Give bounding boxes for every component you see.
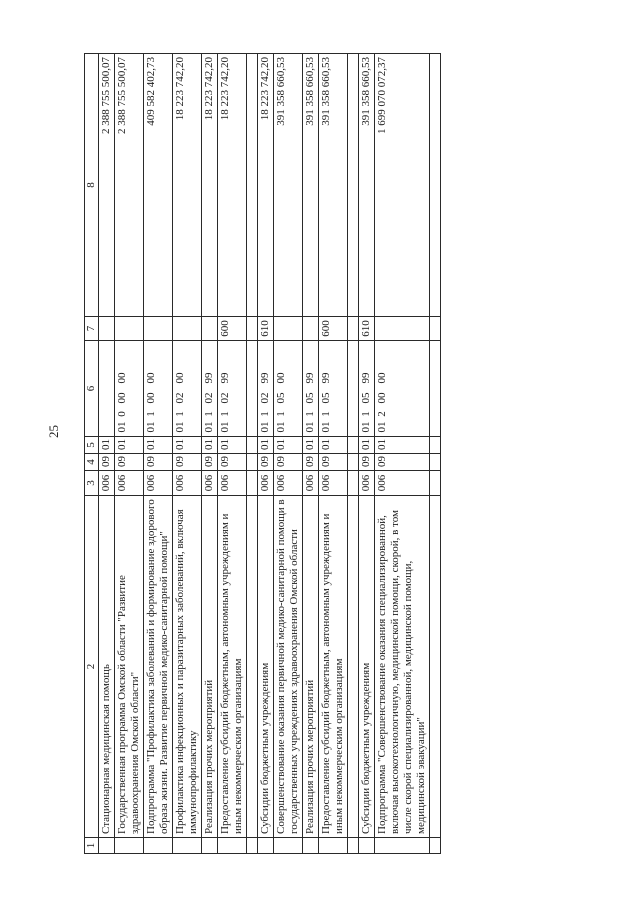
table-row bbox=[274, 54, 303, 854]
section-code: 09 bbox=[375, 454, 430, 471]
amount: 1 699 070 072,37 bbox=[375, 54, 430, 317]
target-article-part: 1 bbox=[203, 411, 215, 417]
item-name: Субсидии бюджетным учреждениям bbox=[258, 496, 274, 838]
section-code: 09 bbox=[258, 454, 274, 471]
row-number bbox=[218, 838, 247, 854]
expense-type-code: 600 bbox=[319, 317, 348, 341]
subsection-code: 01 bbox=[218, 437, 247, 454]
header-cell: 5 bbox=[85, 437, 99, 454]
target-article-part: 1 bbox=[219, 411, 231, 417]
subsection-code: 01 bbox=[303, 437, 319, 454]
expense-type-code bbox=[247, 317, 258, 341]
row-number bbox=[115, 838, 144, 854]
table-row bbox=[173, 54, 202, 854]
target-article-part: 02 bbox=[259, 392, 271, 404]
header-cell: 3 bbox=[85, 471, 99, 496]
subsection-code: 01 bbox=[99, 437, 115, 454]
item-name bbox=[348, 496, 359, 838]
target-article-part: 1 bbox=[320, 411, 332, 417]
target-article-code bbox=[348, 341, 359, 437]
table-row bbox=[375, 54, 430, 854]
target-article-code bbox=[173, 341, 202, 437]
ministry-code: 006 bbox=[258, 471, 274, 496]
target-article-part: 00 bbox=[174, 372, 186, 384]
row-number bbox=[274, 838, 303, 854]
row-number bbox=[319, 838, 348, 854]
item-name: Предоставление субсидий бюджетным, автономным учреждениям и иным некоммерческим организациям bbox=[218, 496, 247, 838]
item-name: Субсидии бюджетным учреждениям bbox=[359, 496, 375, 838]
target-article-code bbox=[258, 341, 274, 437]
target-article-part: 01 bbox=[360, 421, 372, 433]
expense-type-code: 600 bbox=[218, 317, 247, 341]
amount: 18 223 742,20 bbox=[218, 54, 247, 317]
subsection-code: 01 bbox=[202, 437, 218, 454]
header-cell: 6 bbox=[85, 341, 99, 437]
ministry-code: 006 bbox=[115, 471, 144, 496]
table-row bbox=[218, 54, 247, 854]
budget-table bbox=[84, 53, 441, 854]
amount: 391 358 660,53 bbox=[359, 54, 375, 317]
table-row bbox=[202, 54, 218, 854]
subsection-code: 01 bbox=[274, 437, 303, 454]
subsection-code: 01 bbox=[319, 437, 348, 454]
row-number bbox=[173, 838, 202, 854]
target-article-code bbox=[144, 341, 173, 437]
target-article-part: 00 bbox=[145, 372, 157, 384]
row-number bbox=[359, 838, 375, 854]
amount: 391 358 660,53 bbox=[303, 54, 319, 317]
header-cell: 7 bbox=[85, 317, 99, 341]
table-row bbox=[319, 54, 348, 854]
section-code: 09 bbox=[274, 454, 303, 471]
expense-type-code: 610 bbox=[359, 317, 375, 341]
target-article-part: 01 bbox=[174, 421, 186, 433]
section-code: 09 bbox=[359, 454, 375, 471]
target-article-part: 01 bbox=[145, 421, 157, 433]
section-code: 09 bbox=[319, 454, 348, 471]
item-name bbox=[247, 496, 258, 838]
expense-type-code: 610 bbox=[258, 317, 274, 341]
ministry-code: 006 bbox=[202, 471, 218, 496]
amount bbox=[247, 54, 258, 317]
target-article-part: 1 bbox=[259, 411, 271, 417]
target-article-part: 01 bbox=[320, 421, 332, 433]
section-code bbox=[430, 454, 441, 471]
subsection-code bbox=[348, 437, 359, 454]
ministry-code bbox=[430, 471, 441, 496]
row-number bbox=[375, 838, 430, 854]
target-article-part: 02 bbox=[174, 392, 186, 404]
target-article-part: 00 bbox=[145, 392, 157, 404]
target-article-part: 00 bbox=[275, 372, 287, 384]
target-article-part: 1 bbox=[304, 411, 316, 417]
row-number bbox=[247, 838, 258, 854]
target-article-code bbox=[375, 341, 430, 437]
target-article-part: 99 bbox=[360, 372, 372, 384]
row-number bbox=[348, 838, 359, 854]
item-name: Предоставление субсидий бюджетным, автономным учреждениям и иным некоммерческим организациям bbox=[319, 496, 348, 838]
target-article-part: 99 bbox=[259, 372, 271, 384]
table-row bbox=[115, 54, 144, 854]
page-number: 25 bbox=[46, 425, 61, 438]
ministry-code bbox=[348, 471, 359, 496]
target-article-part: 99 bbox=[203, 372, 215, 384]
row-number bbox=[99, 838, 115, 854]
subsection-code bbox=[247, 437, 258, 454]
item-name: Совершенствование оказания первичной медико-санитарной помощи в государственных учреждениях здравоохранения Омской области bbox=[274, 496, 303, 838]
table-row bbox=[303, 54, 319, 854]
target-article-part: 00 bbox=[376, 392, 388, 404]
header-row bbox=[85, 54, 99, 854]
amount: 18 223 742,20 bbox=[258, 54, 274, 317]
item-name: Стационарная медицинская помощь bbox=[99, 496, 115, 838]
amount: 2 388 755 500,07 bbox=[115, 54, 144, 317]
header-cell: 4 bbox=[85, 454, 99, 471]
amount: 18 223 742,20 bbox=[202, 54, 218, 317]
target-article-part: 99 bbox=[219, 372, 231, 384]
ministry-code bbox=[247, 471, 258, 496]
expense-type-code bbox=[202, 317, 218, 341]
item-name: Реализация прочих мероприятий bbox=[202, 496, 218, 838]
target-article-code bbox=[430, 341, 441, 437]
row-number bbox=[430, 838, 441, 854]
target-article-part: 2 bbox=[376, 411, 388, 417]
subsection-code: 01 bbox=[258, 437, 274, 454]
table-row bbox=[258, 54, 274, 854]
expense-type-code bbox=[430, 317, 441, 341]
header-cell: 2 bbox=[85, 496, 99, 838]
target-article-code bbox=[115, 341, 144, 437]
table-row bbox=[99, 54, 115, 854]
target-article-part: 99 bbox=[304, 372, 316, 384]
item-name: Профилактика инфекционных и паразитарных заболеваний, включая иммунопрофилактику bbox=[173, 496, 202, 838]
target-article-part: 01 bbox=[116, 421, 128, 433]
target-article-part: 01 bbox=[259, 421, 271, 433]
target-article-part: 01 bbox=[304, 421, 316, 433]
target-article-code bbox=[359, 341, 375, 437]
target-article-code bbox=[99, 341, 115, 437]
row-number bbox=[144, 838, 173, 854]
section-code: 09 bbox=[218, 454, 247, 471]
item-name bbox=[430, 496, 441, 838]
table-row bbox=[359, 54, 375, 854]
target-article-part: 1 bbox=[174, 411, 186, 417]
target-article-part: 05 bbox=[320, 392, 332, 404]
subsection-code: 01 bbox=[359, 437, 375, 454]
subsection-code: 01 bbox=[144, 437, 173, 454]
target-article-part: 05 bbox=[360, 392, 372, 404]
subsection-code: 01 bbox=[115, 437, 144, 454]
table-row bbox=[430, 54, 441, 854]
table-row bbox=[348, 54, 359, 854]
header-cell: 8 bbox=[85, 54, 99, 317]
section-code: 09 bbox=[303, 454, 319, 471]
ministry-code: 006 bbox=[274, 471, 303, 496]
row-number bbox=[258, 838, 274, 854]
target-article-code bbox=[274, 341, 303, 437]
amount bbox=[348, 54, 359, 317]
expense-type-code bbox=[348, 317, 359, 341]
target-article-part: 00 bbox=[116, 392, 128, 404]
target-article-part: 05 bbox=[304, 392, 316, 404]
target-article-part: 01 bbox=[376, 421, 388, 433]
target-article-part: 01 bbox=[275, 421, 287, 433]
item-name: Подпрограмма "Профилактика заболеваний и формирование здорового образа жизни. Развитие первичной медико-санитарной помощи" bbox=[144, 496, 173, 838]
expense-type-code bbox=[99, 317, 115, 341]
target-article-part: 1 bbox=[145, 411, 157, 417]
ministry-code: 006 bbox=[99, 471, 115, 496]
target-article-code bbox=[303, 341, 319, 437]
amount: 409 582 402,73 bbox=[144, 54, 173, 317]
table-body bbox=[99, 54, 441, 854]
target-article-part: 01 bbox=[203, 421, 215, 433]
amount: 391 358 660,53 bbox=[274, 54, 303, 317]
amount: 391 358 660,53 bbox=[319, 54, 348, 317]
item-name: Государственная программа Омской области "Развитие здравоохранения Омской области" bbox=[115, 496, 144, 838]
target-article-code bbox=[218, 341, 247, 437]
ministry-code: 006 bbox=[375, 471, 430, 496]
table-row bbox=[247, 54, 258, 854]
subsection-code: 01 bbox=[375, 437, 430, 454]
target-article-part: 02 bbox=[219, 392, 231, 404]
amount: 18 223 742,20 bbox=[173, 54, 202, 317]
subsection-code bbox=[430, 437, 441, 454]
ministry-code: 006 bbox=[303, 471, 319, 496]
target-article-part: 1 bbox=[360, 411, 372, 417]
target-article-part: 00 bbox=[376, 372, 388, 384]
ministry-code: 006 bbox=[218, 471, 247, 496]
amount bbox=[430, 54, 441, 317]
section-code: 09 bbox=[144, 454, 173, 471]
expense-type-code bbox=[115, 317, 144, 341]
ministry-code: 006 bbox=[319, 471, 348, 496]
target-article-part: 0 bbox=[116, 411, 128, 417]
ministry-code: 006 bbox=[144, 471, 173, 496]
item-name: Подпрограмма "Совершенствование оказания специализированной, включая высокотехнологичную, медицинской помощи, скорой, в том числе скорой специализированной, медицинской помощи, медицинской эвакуации" bbox=[375, 496, 430, 838]
target-article-code bbox=[319, 341, 348, 437]
section-code: 09 bbox=[173, 454, 202, 471]
section-code bbox=[247, 454, 258, 471]
target-article-code bbox=[202, 341, 218, 437]
expense-type-code bbox=[303, 317, 319, 341]
amount: 2 388 755 500,07 bbox=[99, 54, 115, 317]
section-code bbox=[348, 454, 359, 471]
target-article-part: 02 bbox=[203, 392, 215, 404]
section-code: 09 bbox=[115, 454, 144, 471]
table-row bbox=[144, 54, 173, 854]
target-article-part: 00 bbox=[116, 372, 128, 384]
table-container bbox=[84, 54, 608, 854]
row-number bbox=[202, 838, 218, 854]
target-article-part: 1 bbox=[275, 411, 287, 417]
target-article-part: 05 bbox=[275, 392, 287, 404]
section-code: 09 bbox=[99, 454, 115, 471]
target-article-code bbox=[247, 341, 258, 437]
subsection-code: 01 bbox=[173, 437, 202, 454]
expense-type-code bbox=[144, 317, 173, 341]
expense-type-code bbox=[173, 317, 202, 341]
expense-type-code bbox=[375, 317, 430, 341]
target-article-part: 01 bbox=[219, 421, 231, 433]
target-article-part: 99 bbox=[320, 372, 332, 384]
item-name: Реализация прочих мероприятий bbox=[303, 496, 319, 838]
header-cell: 1 bbox=[85, 838, 99, 854]
ministry-code: 006 bbox=[359, 471, 375, 496]
section-code: 09 bbox=[202, 454, 218, 471]
row-number bbox=[303, 838, 319, 854]
ministry-code: 006 bbox=[173, 471, 202, 496]
expense-type-code bbox=[274, 317, 303, 341]
